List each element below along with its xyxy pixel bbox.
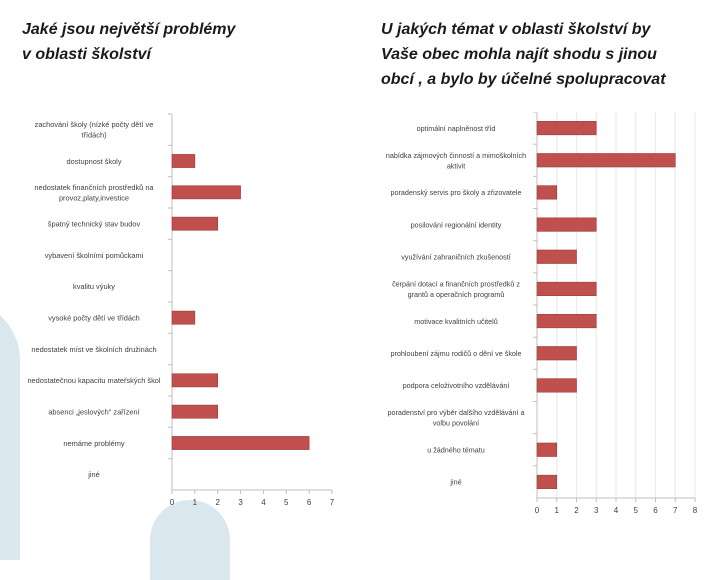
category-label: třídách)	[81, 130, 107, 140]
category-label: absenci „jeslových" zařízení	[48, 407, 140, 417]
x-tick-label: 3	[238, 498, 243, 507]
left-panel-title	[22, 17, 322, 67]
x-tick-label: 5	[633, 506, 638, 515]
gridlines	[537, 112, 695, 498]
x-tick-label: 4	[261, 498, 266, 507]
x-tick-label: 5	[284, 498, 289, 507]
x-tick-label: 6	[306, 498, 312, 507]
right-panel-title	[381, 17, 716, 92]
cooperation-bar-chart	[360, 112, 715, 517]
bar	[172, 311, 195, 324]
x-tick-label: 2	[574, 506, 579, 515]
category-label: využívání zahraničních zkušeností	[401, 252, 511, 262]
bar	[537, 121, 596, 135]
category-label: aktivit	[446, 161, 466, 171]
category-label: nabídka zájmových činností a mimoškolních	[385, 150, 527, 160]
bar	[537, 379, 577, 393]
x-tick-label: 4	[613, 506, 619, 515]
category-label: poradenství pro výběr dalšího vzdělávání a	[387, 408, 525, 418]
bar	[537, 443, 557, 457]
x-tick-label: 6	[653, 506, 658, 515]
x-tick-label: 7	[673, 506, 678, 515]
category-label: špatný technický stav budov	[47, 219, 141, 229]
category-label: poradenský servis pro školy a zřizovatele	[390, 188, 522, 198]
category-label: nedostatek finančních prostředků na	[34, 182, 154, 192]
bar	[537, 314, 596, 328]
left-title-line-2: v oblasti školství	[22, 46, 151, 63]
bar	[537, 282, 596, 296]
category-label: podpora celoživotního vzdělávání	[402, 381, 510, 391]
category-label: vysoké počty dětí ve třídách	[48, 313, 140, 323]
category-label: nemáme problémy	[63, 438, 125, 448]
left-title-line-1: Jaké jsou největší problémy	[22, 21, 236, 38]
bar	[537, 250, 577, 264]
bar	[172, 154, 195, 167]
bar	[172, 405, 218, 418]
category-label: provoz,platy,investice	[58, 193, 130, 203]
bar	[537, 475, 557, 489]
bar	[172, 217, 218, 230]
category-label: grantů a operačních programů	[407, 289, 505, 299]
x-tick-label: 7	[329, 498, 335, 507]
right-title-line-2: Vaše obec mohla najít shodu s jinou	[381, 46, 657, 63]
category-label: volbu povolání	[432, 418, 480, 428]
category-label: zachování školy (nízké počty dětí ve	[34, 120, 154, 130]
right-title-line-3: obcí , a bylo by účelné spolupracovat	[381, 71, 666, 88]
category-label: jiné	[450, 477, 462, 487]
category-label: kvalitu výuky	[73, 282, 115, 292]
x-tick-label: 3	[594, 506, 599, 515]
category-label: posilování regionální identity	[410, 220, 502, 230]
problems-bar-chart	[0, 112, 350, 507]
bar	[172, 186, 241, 199]
category-label: nedostatek míst ve školních družinách	[31, 344, 157, 354]
category-label: jiné	[88, 470, 100, 480]
x-tick-label: 0	[169, 498, 175, 507]
x-tick-label: 2	[215, 498, 220, 507]
x-tick-label: 1	[554, 506, 559, 515]
bar	[172, 374, 218, 387]
bar	[537, 186, 557, 200]
x-tick-label: 1	[192, 498, 198, 507]
category-label: prohloubení zájmu rodičů o dění ve škole	[390, 349, 522, 359]
bar	[172, 436, 309, 449]
bar	[537, 346, 577, 360]
category-label: vybavení školními pomůckami	[44, 250, 144, 260]
x-tick-label: 8	[692, 506, 698, 515]
category-label: u žádného tématu	[427, 445, 485, 455]
right-title-line-1: U jakých témat v oblasti školství by	[381, 21, 651, 38]
bar	[537, 218, 596, 232]
category-label: dostupnost školy	[66, 156, 122, 166]
background-shape-bottom	[150, 500, 230, 580]
category-label: nedostatečnou kapacitu mateřských škol	[27, 376, 161, 386]
category-label: optimální naplněnost tříd	[416, 123, 496, 133]
bar	[537, 153, 675, 167]
category-label: motivace kvalitních učitelů	[414, 316, 498, 326]
x-tick-label: 0	[534, 506, 540, 515]
category-label: čerpání dotací a finančních prostředků z	[392, 279, 520, 289]
